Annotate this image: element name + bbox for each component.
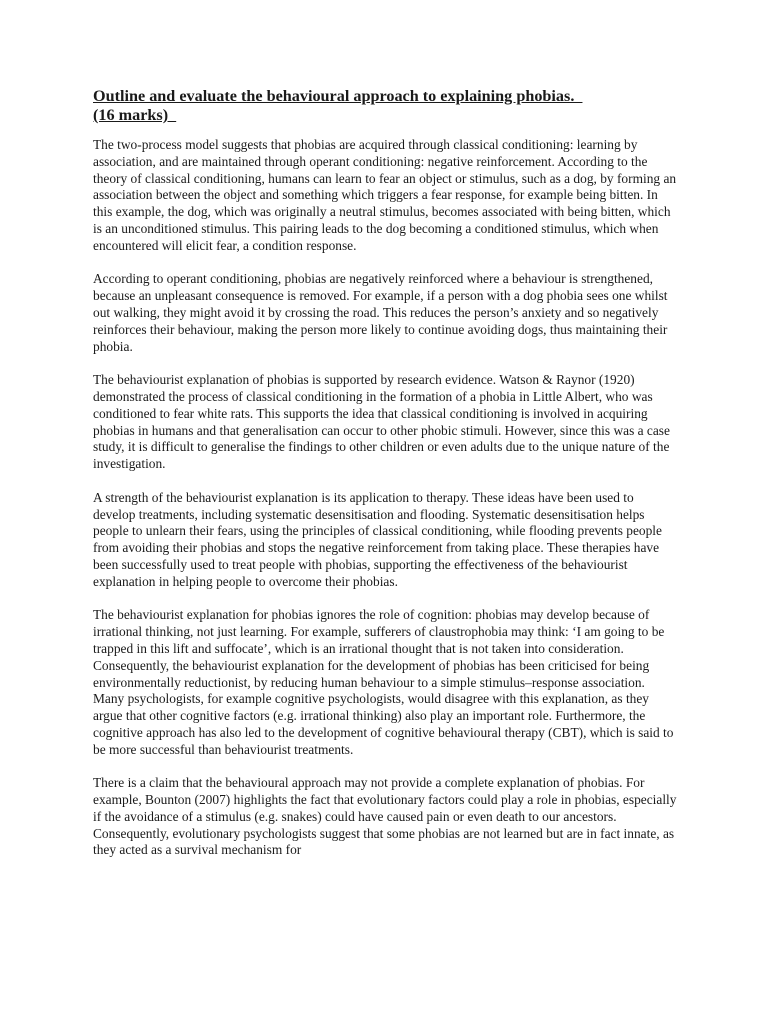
document-title: [93, 87, 678, 125]
paragraph-operant-conditioning: According to operant conditioning, phobias are negatively reinforced where a behaviour is strengthened, because an unpleasant consequence is removed. For example, if a person with a dog phobia sees one whilst out walking, they might avoid it by crossing the road. This reduces the person’s anxiety and so negatively reinforces their behaviour, making the person more likely to continue avoiding dogs, thus maintaining their phobia.: [93, 271, 668, 354]
paragraph-role-of-cognition: The behaviourist explanation for phobias ignores the role of cognition: phobias may develop because of irrational thinking, not just learning. For example, sufferers of claustrophobia may think: ‘I am going to be trapped in this lift and suffocate’, which is an irrational thought that is not taken into consideration. Consequently, the behaviourist explanation for the development of phobias has been criticised for being environmentally reductionist, by reducing human behaviour to a simple stimulus–response association. Many psychologists, for example cognitive psychologists, would disagree with this explanation, as they argue that other cognitive factors (e.g. irrational thinking) also play an important role. Furthermore, the cognitive approach has also led to the development of cognitive behavioural therapy (CBT), which is said to be more successful than behaviourist treatments.: [93, 607, 674, 757]
paragraph-evolutionary-factors: There is a claim that the behavioural approach may not provide a complete explanation of phobias. For example, Bounton (2007) highlights the fact that evolutionary factors could play a role in phobias, especially if the avoidance of a stimulus (e.g. snakes) could have caused pain or even death to our ancestors. Consequently, evolutionary psychologists suggest that some phobias are not learned but are in fact innate, as they acted as a survival mechanism for: [93, 775, 677, 858]
title-line-1: Outline and evaluate the behavioural approach to explaining phobias.: [93, 87, 583, 105]
title-line-2: (16 marks): [93, 106, 177, 124]
paragraph-research-evidence: The behaviourist explanation of phobias is supported by research evidence. Watson & Raynor (1920) demonstrated the process of classical conditioning in the formation of a phobia in Little Albert, who was conditioned to fear white rats. This supports the idea that classical conditioning is involved in acquiring phobias in humans and that generalisation can occur to other phobic stimuli. However, since this was a case study, it is difficult to generalise the findings to other children or even adults due to the unique nature of the investigation.: [93, 372, 670, 472]
paragraph-two-process-model: The two-process model suggests that phobias are acquired through classical conditioning: learning by association, and are maintained through operant conditioning: negative reinforcement. According to the theory of classical conditioning, humans can learn to fear an object or stimulus, such as a dog, by forming an association between the object and something which triggers a fear response, for example being bitten. In this example, the dog, which was originally a neutral stimulus, becomes associated with being bitten, which is an unconditioned stimulus. This pairing leads to the dog becoming a conditioned stimulus, which when encountered will elicit fear, a condition response.: [93, 137, 677, 253]
paragraph-therapy-application: A strength of the behaviourist explanation is its application to therapy. These ideas have been used to develop treatments, including systematic desensitisation and flooding. Systematic desensitisation helps people to unlearn their fears, using the principles of classical conditioning, while flooding prevents people from avoiding their phobias and stops the negative reinforcement from taking place. These therapies have been successfully used to treat people with phobias, supporting the effectiveness of the behaviourist explanation in helping people to overcome their phobias.: [93, 489, 662, 589]
